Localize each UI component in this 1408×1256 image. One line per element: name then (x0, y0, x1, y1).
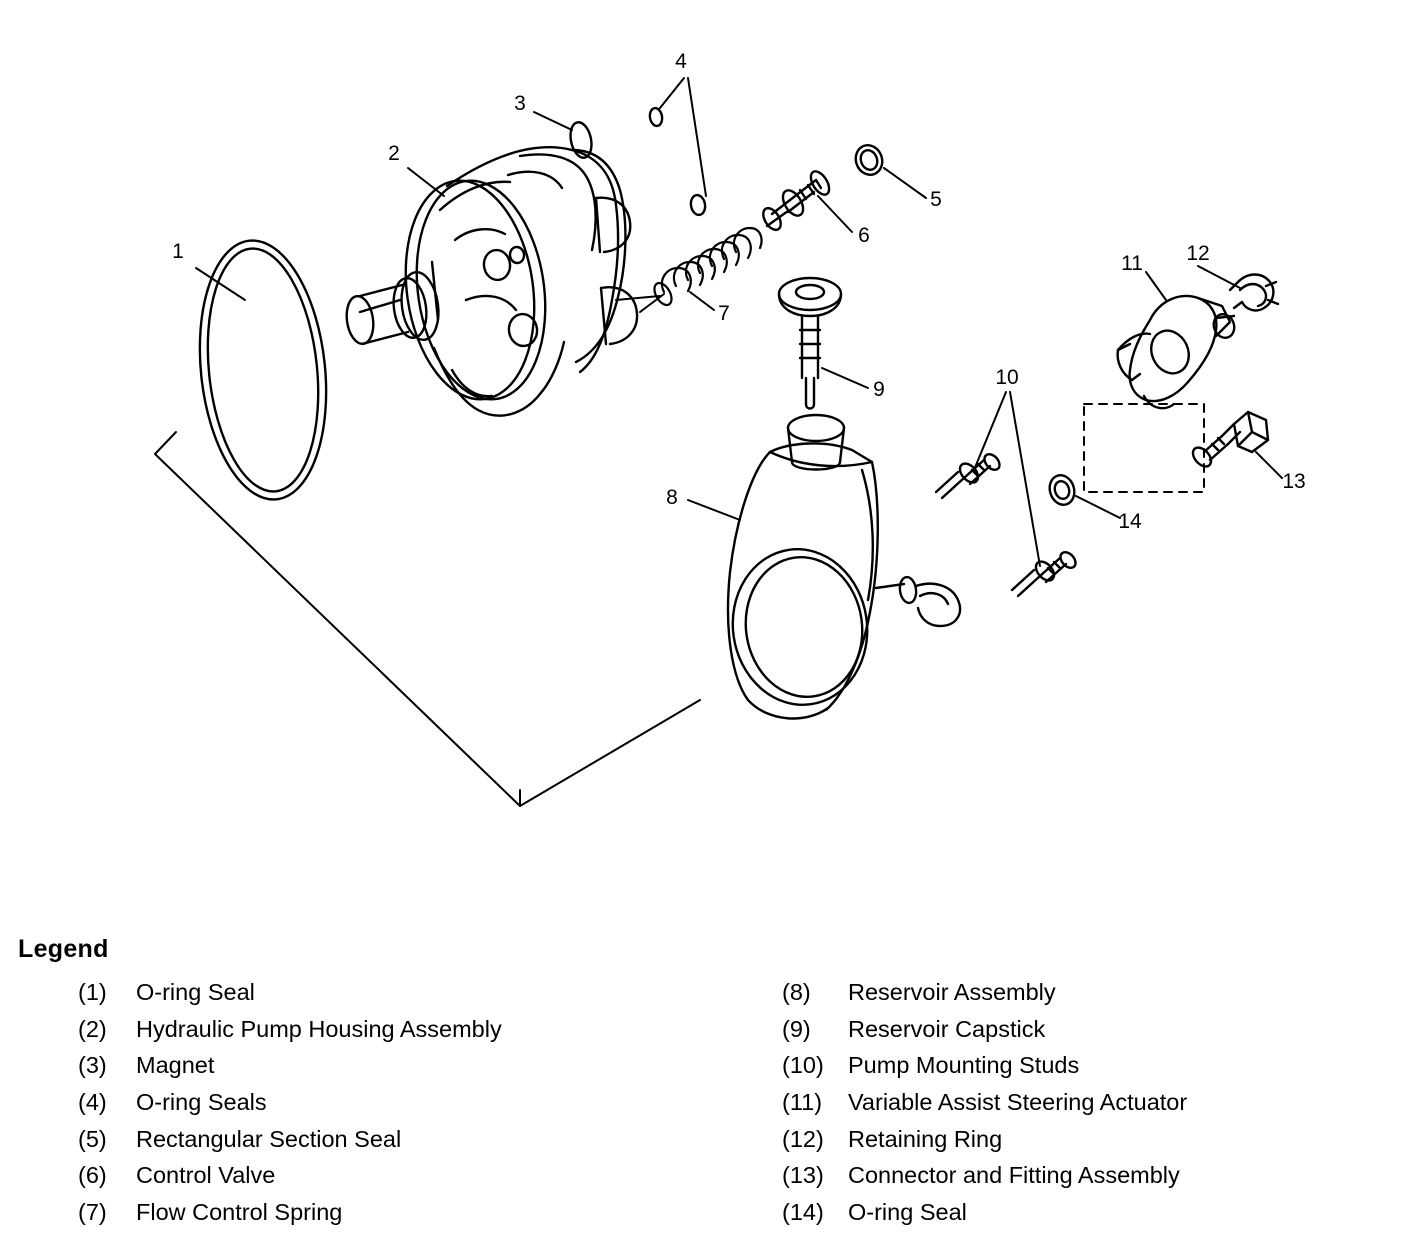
legend-item-number: (5) (78, 1125, 107, 1152)
legend-item-label: O-ring Seal (848, 1198, 967, 1225)
legend-item (78, 1015, 740, 1044)
legend-item-number: (11) (782, 1088, 823, 1115)
part-steering-actuator (1118, 296, 1238, 408)
callout-6: 6 (858, 224, 870, 247)
part-retaining-ring (1230, 275, 1278, 311)
legend-item (78, 1161, 740, 1190)
legend-item (78, 1125, 740, 1154)
legend-item-label: Hydraulic Pump Housing Assembly (136, 1015, 502, 1042)
legend-column-left (0, 978, 740, 1235)
callout-7: 7 (718, 302, 730, 325)
legend-item-number: (13) (782, 1162, 824, 1189)
callout-12: 12 (1186, 242, 1210, 265)
legend-item-label: Reservoir Assembly (848, 979, 1056, 1005)
legend-item (782, 978, 1360, 1007)
legend-item-number: (4) (78, 1088, 107, 1115)
legend-item (78, 1198, 740, 1227)
callout-4: 4 (675, 50, 687, 73)
alignment-guide-box (1084, 404, 1204, 492)
part-o-ring-seals-small (649, 107, 707, 216)
legend-item-label: O-ring Seals (136, 1088, 267, 1115)
legend-item-label: Control Valve (136, 1162, 276, 1189)
part-pump-mounting-studs (936, 451, 1078, 596)
legend-item (782, 1198, 1360, 1227)
legend-item (782, 1088, 1360, 1117)
legend-item-number: (3) (78, 1052, 107, 1079)
callout-11: 11 (1121, 252, 1143, 275)
part-o-ring-seal-small-14 (1046, 472, 1078, 508)
legend-item-label: Magnet (136, 1052, 215, 1079)
legend-column-right (740, 978, 1360, 1235)
legend-item (782, 1051, 1360, 1080)
legend (0, 935, 1408, 1235)
part-reservoir-assembly (723, 415, 960, 718)
legend-item-number: (9) (782, 1015, 811, 1042)
legend-item (782, 1161, 1360, 1190)
legend-item (78, 1051, 740, 1080)
legend-item (78, 1088, 740, 1117)
part-connector-fitting (1189, 412, 1268, 470)
callout-1: 1 (172, 240, 184, 263)
callout-3: 3 (514, 92, 526, 115)
legend-item (782, 1015, 1360, 1044)
callout-9: 9 (873, 378, 885, 401)
part-pump-housing (344, 147, 637, 415)
legend-item-label: Flow Control Spring (136, 1198, 343, 1225)
legend-item-number: (6) (78, 1162, 107, 1189)
callout-5: 5 (930, 188, 942, 211)
legend-item-number: (12) (782, 1125, 824, 1152)
callout-2: 2 (388, 142, 400, 165)
legend-item-label: Pump Mounting Studs (848, 1052, 1080, 1079)
legend-item-label: Connector and Fitting Assembly (848, 1162, 1180, 1189)
part-reservoir-capstick (779, 278, 841, 409)
legend-item (782, 1125, 1360, 1154)
legend-item-label: Reservoir Capstick (848, 1015, 1046, 1042)
legend-item (78, 978, 740, 1007)
legend-item-number: (7) (78, 1198, 107, 1225)
legend-item-number: (2) (78, 1015, 107, 1042)
legend-item-label: Retaining Ring (848, 1125, 1003, 1152)
legend-item-number: (14) (782, 1198, 824, 1225)
legend-heading: Legend (18, 935, 109, 963)
callout-13: 13 (1282, 470, 1306, 493)
legend-item-number: (8) (782, 979, 811, 1005)
callout-10: 10 (995, 366, 1019, 389)
part-rectangular-section-seal (852, 141, 887, 178)
part-flow-control-spring (651, 228, 762, 308)
legend-item-label: O-ring Seal (136, 979, 255, 1005)
callout-8: 8 (666, 486, 678, 509)
part-o-ring-seal-large (188, 234, 338, 506)
legend-item-label: Variable Assist Steering Actuator (848, 1088, 1188, 1115)
callout-numbers (172, 50, 1306, 533)
legend-item-label: Rectangular Section Seal (136, 1125, 402, 1152)
assembly-axis-line (155, 454, 700, 806)
legend-item-number: (10) (782, 1052, 824, 1079)
legend-item-number: (1) (78, 979, 107, 1005)
callout-14: 14 (1118, 510, 1142, 533)
